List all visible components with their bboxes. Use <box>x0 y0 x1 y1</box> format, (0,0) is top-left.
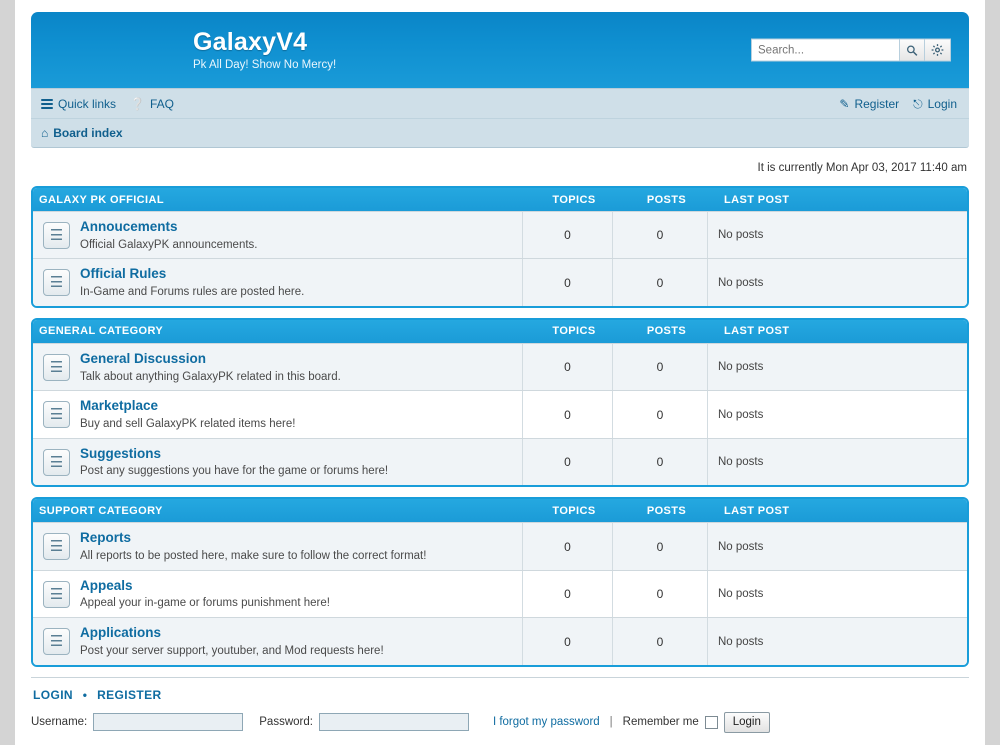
forum-read-icon: ☰ <box>43 354 70 381</box>
forum-posts-count: 0 <box>613 391 708 437</box>
forum-row <box>33 258 967 305</box>
forum-topics-count: 0 <box>523 344 613 390</box>
column-posts: POSTS <box>646 193 687 206</box>
login-panel-header <box>31 677 969 710</box>
forum-link[interactable]: Official Rules <box>80 266 167 282</box>
forum-last-post: No posts <box>718 456 764 469</box>
site-description: Pk All Day! Show No Mercy! <box>193 59 337 72</box>
forum-row <box>33 570 967 617</box>
search-icon[interactable] <box>899 39 925 62</box>
forum-read-icon: ☰ <box>43 628 70 655</box>
category-block <box>31 186 969 308</box>
forum-link[interactable]: Marketplace <box>80 398 159 414</box>
login-panel-login-link[interactable]: LOGIN <box>33 687 73 702</box>
breadcrumb-board-index-label: Board index <box>53 126 123 140</box>
forum-row <box>33 438 967 485</box>
forum-posts-count: 0 <box>613 212 708 258</box>
forum-last-post: No posts <box>718 408 764 421</box>
forum-link[interactable]: Appeals <box>80 577 133 593</box>
search-input[interactable] <box>751 39 899 62</box>
password-input[interactable] <box>319 713 469 731</box>
site-logo-block[interactable] <box>193 29 336 72</box>
forum-link[interactable]: Applications <box>80 625 162 641</box>
login-panel-register-link[interactable]: REGISTER <box>97 687 162 702</box>
forum-read-icon: ☰ <box>43 581 70 608</box>
forum-posts-count: 0 <box>613 618 708 664</box>
form-divider: | <box>609 716 613 729</box>
current-time: It is currently Mon Apr 03, 2017 11:40 am <box>757 162 967 174</box>
quick-links-label: Quick links <box>58 96 117 111</box>
forum-row <box>33 617 967 664</box>
username-input[interactable] <box>93 713 243 731</box>
search-glyph <box>906 44 918 56</box>
remember-me-label: Remember me <box>622 716 699 729</box>
column-topics: TOPICS <box>552 193 596 206</box>
login-submit-button[interactable]: Login <box>724 712 770 733</box>
category-title[interactable]: GENERAL CATEGORY <box>39 325 164 338</box>
forum-main <box>33 212 523 258</box>
forum-description: Post any suggestions you have for the game or forums here! <box>80 465 389 478</box>
faq-label: FAQ <box>149 96 174 111</box>
forum-posts-count: 0 <box>613 571 708 617</box>
faq-link[interactable] <box>130 97 174 111</box>
hamburger-icon <box>41 97 53 111</box>
category-header <box>33 499 967 522</box>
forum-link[interactable]: Suggestions <box>80 445 162 461</box>
column-last-post: LAST POST <box>724 325 790 338</box>
forum-posts-count: 0 <box>613 523 708 569</box>
forum-last-post: No posts <box>718 540 764 553</box>
forum-last-post: No posts <box>718 588 764 601</box>
page-wrapper <box>15 0 985 745</box>
category-header <box>33 188 967 211</box>
forum-topics-count: 0 <box>523 618 613 664</box>
category-block <box>31 318 969 487</box>
forum-main <box>33 259 523 305</box>
power-icon: ⎋ <box>913 96 923 111</box>
forum-description: In-Game and Forums rules are posted here. <box>80 286 305 299</box>
column-posts: POSTS <box>646 325 687 338</box>
login-label: Login <box>927 96 957 111</box>
forum-topics-count: 0 <box>523 439 613 485</box>
forum-read-icon: ☰ <box>43 449 70 476</box>
forum-posts-count: 0 <box>613 344 708 390</box>
forum-topics-count: 0 <box>523 523 613 569</box>
column-topics: TOPICS <box>552 325 596 338</box>
column-last-post: LAST POST <box>724 193 790 206</box>
column-posts: POSTS <box>646 504 687 517</box>
register-label: Register <box>854 96 900 111</box>
forum-read-icon: ☰ <box>43 269 70 296</box>
forum-description: Buy and sell GalaxyPK related items here! <box>80 418 296 430</box>
site-title: GalaxyV4 <box>193 27 308 56</box>
question-circle-icon: ❔ <box>130 96 145 111</box>
forum-link[interactable]: General Discussion <box>80 350 207 366</box>
login-form <box>31 710 969 745</box>
forum-main <box>33 439 523 485</box>
home-icon: ⌂ <box>41 126 49 140</box>
quick-links-menu[interactable] <box>41 97 116 111</box>
gear-glyph <box>931 44 944 57</box>
forum-main <box>33 344 523 390</box>
site-header <box>31 12 969 88</box>
forum-last-post: No posts <box>718 361 764 374</box>
forgot-password-link[interactable]: I forgot my password <box>492 716 600 729</box>
login-link[interactable] <box>913 97 957 111</box>
forum-row <box>33 211 967 258</box>
forum-link[interactable]: Reports <box>80 530 132 546</box>
forum-row <box>33 390 967 437</box>
forum-main <box>33 618 523 664</box>
breadcrumb <box>31 118 969 148</box>
forum-description: Talk about anything GalaxyPK related in this board. <box>80 370 341 383</box>
forum-last-post: No posts <box>718 635 764 648</box>
forum-row <box>33 522 967 569</box>
forum-description: Appeal your in-game or forums punishment here! <box>80 597 330 610</box>
password-label: Password: <box>259 716 313 729</box>
forum-description: All reports to be posted here, make sure to follow the correct format! <box>80 549 427 562</box>
forum-main <box>33 571 523 617</box>
category-title[interactable]: GALAXY PK OFFICIAL <box>39 193 164 206</box>
pencil-square-icon: ✎ <box>839 96 850 111</box>
category-title[interactable]: SUPPORT CATEGORY <box>39 504 163 517</box>
forum-main <box>33 523 523 569</box>
forum-main <box>33 391 523 437</box>
forum-row <box>33 343 967 390</box>
primary-navbar <box>31 88 969 118</box>
forum-read-icon: ☰ <box>43 222 70 249</box>
category-header <box>33 320 967 343</box>
column-topics: TOPICS <box>552 504 596 517</box>
login-panel-separator: • <box>82 687 88 702</box>
forum-topics-count: 0 <box>523 571 613 617</box>
forum-topics-count: 0 <box>523 391 613 437</box>
category-block <box>31 497 969 666</box>
forum-topics-count: 0 <box>523 212 613 258</box>
forum-posts-count: 0 <box>613 439 708 485</box>
forum-link[interactable]: Annoucements <box>80 219 178 234</box>
forum-posts-count: 0 <box>613 259 708 305</box>
forum-read-icon: ☰ <box>43 401 70 428</box>
forum-topics-count: 0 <box>523 259 613 305</box>
column-last-post: LAST POST <box>724 504 790 517</box>
remember-me-checkbox[interactable] <box>705 716 718 729</box>
register-link[interactable] <box>839 97 899 111</box>
forum-description: Post your server support, youtuber, and Mod requests here! <box>80 644 384 657</box>
breadcrumb-board-index[interactable] <box>41 126 123 140</box>
forum-last-post: No posts <box>718 276 764 289</box>
forum-read-icon: ☰ <box>43 533 70 560</box>
search-box <box>751 39 951 62</box>
username-label: Username: <box>31 716 88 729</box>
gear-icon[interactable] <box>925 39 951 62</box>
forum-last-post: No posts <box>718 229 764 242</box>
forum-description: Official GalaxyPK announcements. <box>80 238 258 251</box>
